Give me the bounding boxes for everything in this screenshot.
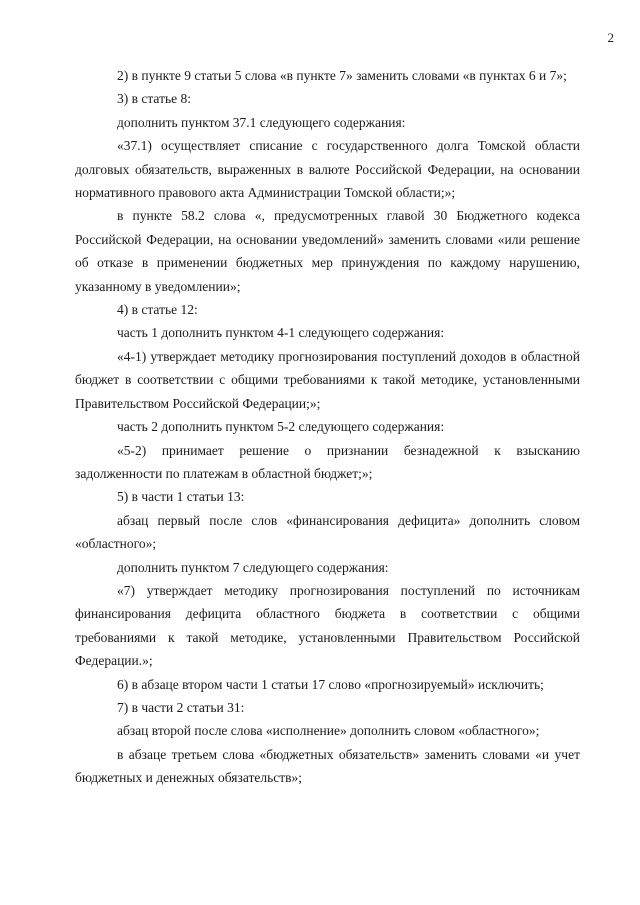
paragraph-amendment-6: 6) в абзаце втором части 1 статьи 17 слово «прогнозируемый» исключить; <box>117 676 544 692</box>
document-body <box>75 64 580 790</box>
paragraph-item-58-2: в пункте 58.2 слова «, предусмотренных главой 30 Бюджетного кодекса Российской Федерации, на основании уведомлений» заменить словами «или решение об отказе в применении бюджетных мер принуждения по каждому нарушению, указанному в уведомлении»; <box>75 208 580 294</box>
paragraph-text-5-2: «5-2) принимает решение о признании безнадежной к взысканию задолженности по платежам в областной бюджет;»; <box>75 442 580 481</box>
paragraph-text-37-1: «37.1) осуществляет списание с государственного долга Томской области долговых обязательств, выраженных в валюте Российской Федерации, на основании нормативного правового акта Администрации Томской области;»; <box>75 138 580 201</box>
paragraph-text-7: «7) утверждает методику прогнозирования поступлений по источникам финансирования дефицита областного бюджета в соответствии с общими требованиями к такой методике, установленными Правительством Российской Федерации.»; <box>75 582 580 669</box>
paragraph-amendment-3: 3) в статье 8: <box>117 91 191 107</box>
paragraph-add-4-1: часть 1 дополнить пунктом 4-1 следующего содержания: <box>117 325 445 341</box>
paragraph-add-5-2: часть 2 дополнить пунктом 5-2 следующего содержания: <box>117 419 445 435</box>
paragraph-amendment-7: 7) в части 2 статьи 31: <box>117 699 245 715</box>
paragraph-first-abzac: абзац первый после слов «финансирования дефицита» дополнить словом «областного»; <box>75 512 580 552</box>
paragraph-text-4-1: «4-1) утверждает методику прогнозирования поступлений доходов в областной бюджет в соответствии с общими требованиями к такой методике, установленными Правительством Российской Федерации;»; <box>75 348 580 411</box>
paragraph-third-abzac: в абзаце третьем слова «бюджетных обязательств» заменить словами «и учет бюджетных и денежных обязательств»; <box>75 746 580 786</box>
paragraph-add-7: дополнить пунктом 7 следующего содержания: <box>117 559 389 575</box>
paragraph-amendment-4: 4) в статье 12: <box>117 302 198 318</box>
paragraph-add-37-1: дополнить пунктом 37.1 следующего содержания: <box>117 114 406 130</box>
paragraph-amendment-2: 2) в пункте 9 статьи 5 слова «в пункте 7» заменить словами «в пунктах 6 и 7»; <box>117 68 567 83</box>
paragraph-amendment-5: 5) в части 1 статьи 13: <box>117 489 245 505</box>
page-number: 2 <box>607 30 614 45</box>
paragraph-second-abzac: абзац второй после слова «исполнение» дополнить словом «областного»; <box>117 723 540 739</box>
